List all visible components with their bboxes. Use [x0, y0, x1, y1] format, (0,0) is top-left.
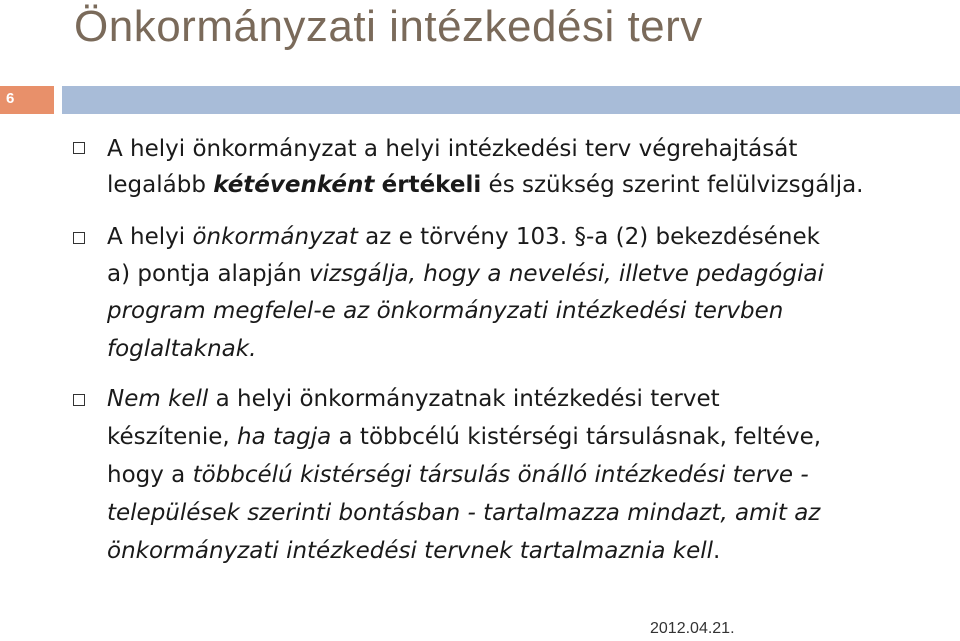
text-run: az e törvény 103. §-a (2) bekezdésének	[357, 224, 820, 250]
hollow-square-icon	[73, 142, 85, 154]
hollow-square-icon	[73, 394, 85, 406]
text-run: önkormányzati intézkedési tervnek tartalmaznia kell	[107, 538, 714, 564]
bullet-3-line-4	[107, 500, 820, 526]
bullet-2-line-3	[107, 298, 783, 324]
text-run: települések szerinti bontásban - tartalmazza mindazt, amit az	[107, 500, 821, 526]
bullet-3-line-1	[107, 386, 720, 412]
text-run: foglaltaknak.	[107, 336, 257, 362]
text-run: készítenie,	[107, 424, 238, 450]
text-run: program megfelel-e az önkormányzati intézkedési tervben	[107, 298, 784, 324]
slide-number: 6	[6, 90, 15, 107]
bullet-1-line-1	[107, 136, 797, 162]
hollow-square-icon	[73, 232, 85, 244]
text-run: A helyi önkormányzat a helyi intézkedési terv végrehajtását	[107, 136, 798, 162]
bullet-3-line-2	[107, 424, 821, 450]
text-run: A helyi	[107, 224, 193, 250]
bullet-2-line-4	[107, 336, 256, 362]
text-run: a helyi önkormányzatnak intézkedési tervet	[208, 386, 720, 412]
text-run: a) pontja alapján	[107, 261, 309, 287]
text-run: és szükség szerint felülvizsgálja.	[481, 172, 864, 198]
bullet-2-line-2	[107, 261, 824, 287]
slide-title: Önkormányzati intézkedési terv	[74, 2, 703, 51]
emphasis-text: Nem kell	[107, 386, 209, 412]
text-run	[374, 172, 381, 198]
bullet-3-line-5	[107, 538, 720, 564]
bullet-2-line-1	[107, 224, 820, 250]
emphasis-text: értékeli	[381, 172, 482, 198]
footer-date: 2012.04.21.	[650, 620, 735, 637]
text-run: hogy a	[107, 462, 193, 488]
slide-number-box	[0, 86, 54, 114]
bullet-3-line-3	[107, 462, 809, 488]
text-run: .	[713, 538, 721, 564]
emphasis-text: vizsgálja, hogy a nevelési, illetve pedagógiai	[309, 261, 824, 287]
text-run: a többcélú kistérségi társulásnak, feltéve,	[331, 424, 822, 450]
emphasis-text: ha tagja	[237, 424, 332, 450]
emphasis-text: kétévenként	[213, 172, 375, 198]
text-run: legalább	[107, 172, 214, 198]
emphasis-text: többcélú kistérségi társulás önálló intézkedési terve -	[192, 462, 809, 488]
header-bar	[62, 86, 960, 114]
header-band	[0, 86, 960, 114]
emphasis-text: önkormányzat	[192, 224, 358, 250]
bullet-1-line-2	[107, 172, 864, 198]
